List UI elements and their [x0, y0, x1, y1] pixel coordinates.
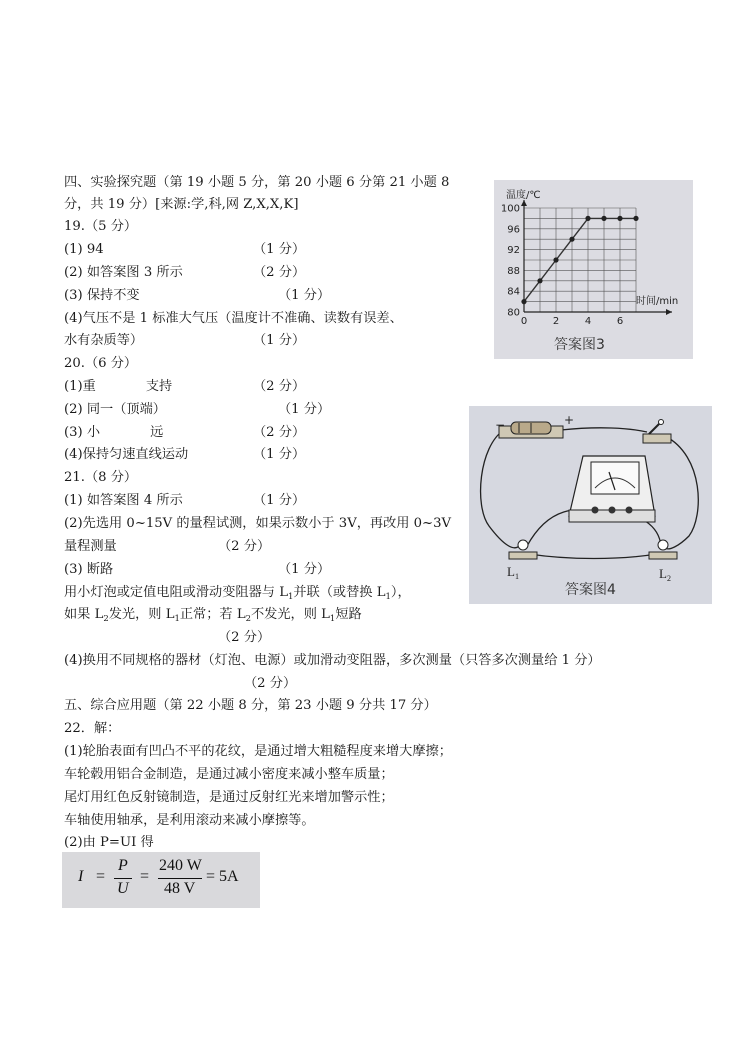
chart3-svg [494, 180, 693, 359]
q19-answer4-line2: 水有杂质等） [64, 333, 144, 348]
label-l2: $L_2$ [659, 566, 671, 583]
q21-score3b: （2 分） [218, 630, 271, 645]
chart3-data-point [585, 216, 590, 221]
q19-score4: （1 分） [253, 333, 306, 348]
q20-answer1-left: (1)重 [64, 379, 96, 394]
q20-title: 20.（6 分） [64, 356, 138, 371]
q20-answer3 [64, 424, 163, 442]
chart3-ytick-label: 100 [500, 203, 520, 215]
chart3-data-point [537, 278, 542, 283]
formula-image [62, 852, 260, 908]
q22-line2: 车轮毂用铝合金制造，是通过减小密度来减小整车质量； [64, 767, 394, 782]
formula-numerator2: 240 W [159, 857, 202, 874]
bulb-l2-icon [649, 540, 677, 559]
section5-header: 五、综合应用题（第 22 小题 8 分，第 23 小题 9 分共 17 分） [64, 698, 437, 713]
wire-left [481, 430, 519, 548]
figure4-caption: 答案图4 [565, 582, 616, 598]
chart3-ytick-label: 96 [507, 224, 520, 236]
q19-answer2: (2) 如答案图 3 所示 [64, 265, 183, 280]
q21-sub-1b: 1 [385, 592, 391, 602]
q21-explain2-d: 不发光，则 L [251, 607, 330, 622]
q20-answer1-right: 支持 [145, 379, 173, 394]
q20-answer3-right: 远 [150, 425, 164, 440]
wire-top [561, 428, 647, 432]
section4-header-line1: 四、实验探究题（第 19 小题 5 分，第 20 小题 6 分第 21 小题 8 [64, 175, 450, 190]
figure3-chart [494, 180, 693, 359]
q21-explain2-a: 如果 L [64, 607, 104, 622]
chart3-xlabel: 时间/min [636, 296, 679, 307]
q22-line4: 车轴使用轴承，是利用滚动来减小摩擦等。 [64, 813, 315, 828]
chart3-data-point [521, 299, 526, 304]
q20-score1: （2 分） [253, 379, 306, 394]
figure3-caption: 答案图3 [554, 337, 605, 353]
q21-sub-1d: 1 [329, 614, 336, 624]
wire-right [665, 436, 698, 549]
voltmeter-icon [569, 456, 655, 522]
section4-header-line2: 分，共 19 分）[来源:学,科,网 Z,X,X,K] [64, 197, 299, 212]
q21-score3: （1 分） [278, 562, 331, 577]
q21-sub-2b: 2 [245, 614, 251, 624]
q21-sub-1c: 1 [174, 614, 180, 624]
chart3-xtick-label: 2 [552, 316, 560, 327]
battery-plus: + [564, 413, 575, 427]
q19-score2: （2 分） [253, 265, 306, 280]
battery-icon [499, 422, 563, 438]
formula-eq2: = [140, 868, 150, 885]
chart3-data-point [633, 216, 638, 221]
q21-explain1-c: ）， [390, 585, 411, 600]
chart3-ylabel: 温度/℃ [506, 190, 541, 201]
q20-answer3-left: (3) 小 [64, 425, 101, 440]
q20-answer2: (2) 同一（顶端） [64, 402, 166, 417]
q21-answer1: (1) 如答案图 4 所示 [64, 493, 183, 508]
circuit-svg [469, 406, 712, 604]
battery-minus: − [495, 418, 506, 432]
bulb-l1-icon [509, 540, 537, 559]
chart3-xtick-label: 0 [520, 316, 528, 327]
q21-answer2-line1: (2)先选用 0~15V 的量程试测，如果示数小于 3V，再改用 0~3V [64, 516, 452, 531]
q21-score2: （2 分） [218, 539, 271, 554]
q19-answer3: (3) 保持不变 [64, 288, 140, 303]
q19-score1: （1 分） [253, 242, 306, 257]
q20-answer4: (4)保持匀速直线运动 [64, 447, 189, 462]
q21-sub-1a: 1 [287, 592, 294, 602]
q21-explain1-b: 并联（或替换 L [293, 585, 386, 600]
q20-answer1 [64, 378, 172, 396]
q19-answer1: (1) 94 [64, 242, 104, 257]
switch-icon [643, 420, 671, 444]
chart3-grid [524, 208, 636, 312]
q22-title: 22．解： [64, 721, 121, 736]
chart3-ytick-label: 88 [507, 265, 520, 277]
q22-line5: (2)由 P=UI 得 [64, 835, 154, 850]
q22-line3: 尾灯用红色反射镜制造，是通过反射红光来增加警示性； [64, 790, 394, 805]
chart3-ytick-label: 92 [507, 245, 520, 257]
q21-answer3: (3) 断路 [64, 562, 114, 577]
chart3-xtick-label: 4 [584, 316, 592, 327]
q20-score4: （1 分） [253, 447, 306, 462]
q21-explain-line1 [64, 584, 411, 602]
q20-score2: （1 分） [278, 402, 331, 417]
q21-explain-line2 [64, 606, 362, 624]
q21-answer2-line2: 量程测量 [64, 539, 117, 554]
q21-explain2-c: 正常；若 L [179, 607, 246, 622]
chart3-ytick-label: 80 [507, 307, 520, 319]
q21-sub-2a: 2 [103, 614, 109, 624]
q19-answer4-line1: (4)气压不是 1 标准大气压（温度计不准确、读数有误差、 [64, 311, 403, 326]
chart3-data-point [553, 257, 558, 262]
chart3-xtick-label: 6 [616, 316, 624, 327]
q19-title: 19.（5 分） [64, 219, 138, 234]
q21-explain2-e: 短路 [335, 607, 362, 622]
formula-result: = 5A [206, 868, 239, 885]
chart3-data-point [601, 216, 606, 221]
chart3-data-point [569, 237, 574, 242]
q21-explain1-a: 用小灯泡或定值电阻或滑动变阻器与 L [64, 585, 288, 600]
q20-score3: （2 分） [253, 425, 306, 440]
q21-title: 21.（8 分） [64, 470, 138, 485]
q19-score3: （1 分） [278, 288, 331, 303]
chart3-ytick-label: 84 [507, 286, 520, 298]
formula-eq: = [96, 868, 106, 885]
q22-line1: (1)轮胎表面有凹凸不平的花纹，是通过增大粗糙程度来增大摩擦； [64, 744, 452, 759]
q21-score4: （2 分） [244, 676, 297, 691]
label-l1: $L_1$ [507, 564, 519, 581]
formula-denominator2: 48 V [164, 880, 196, 897]
chart3-ticks [501, 204, 623, 328]
q21-score1: （1 分） [253, 493, 306, 508]
q21-answer4: (4)换用不同规格的器材（灯泡、电源）或加滑动变阻器，多次测量（只答多次测量给 1 分） [64, 653, 601, 668]
formula-fraction-bar-1 [114, 878, 132, 879]
figure4-circuit [469, 406, 712, 604]
formula-numerator: P [118, 857, 128, 874]
wire-bottom [529, 554, 657, 559]
chart3-data-point [617, 216, 622, 221]
formula-denominator: U [117, 880, 129, 897]
formula-fraction-bar-2 [158, 878, 202, 879]
formula-lhs: I [78, 868, 84, 885]
chart3-x-arrow [666, 309, 672, 315]
q21-explain2-b: 发光，则 L [108, 607, 175, 622]
